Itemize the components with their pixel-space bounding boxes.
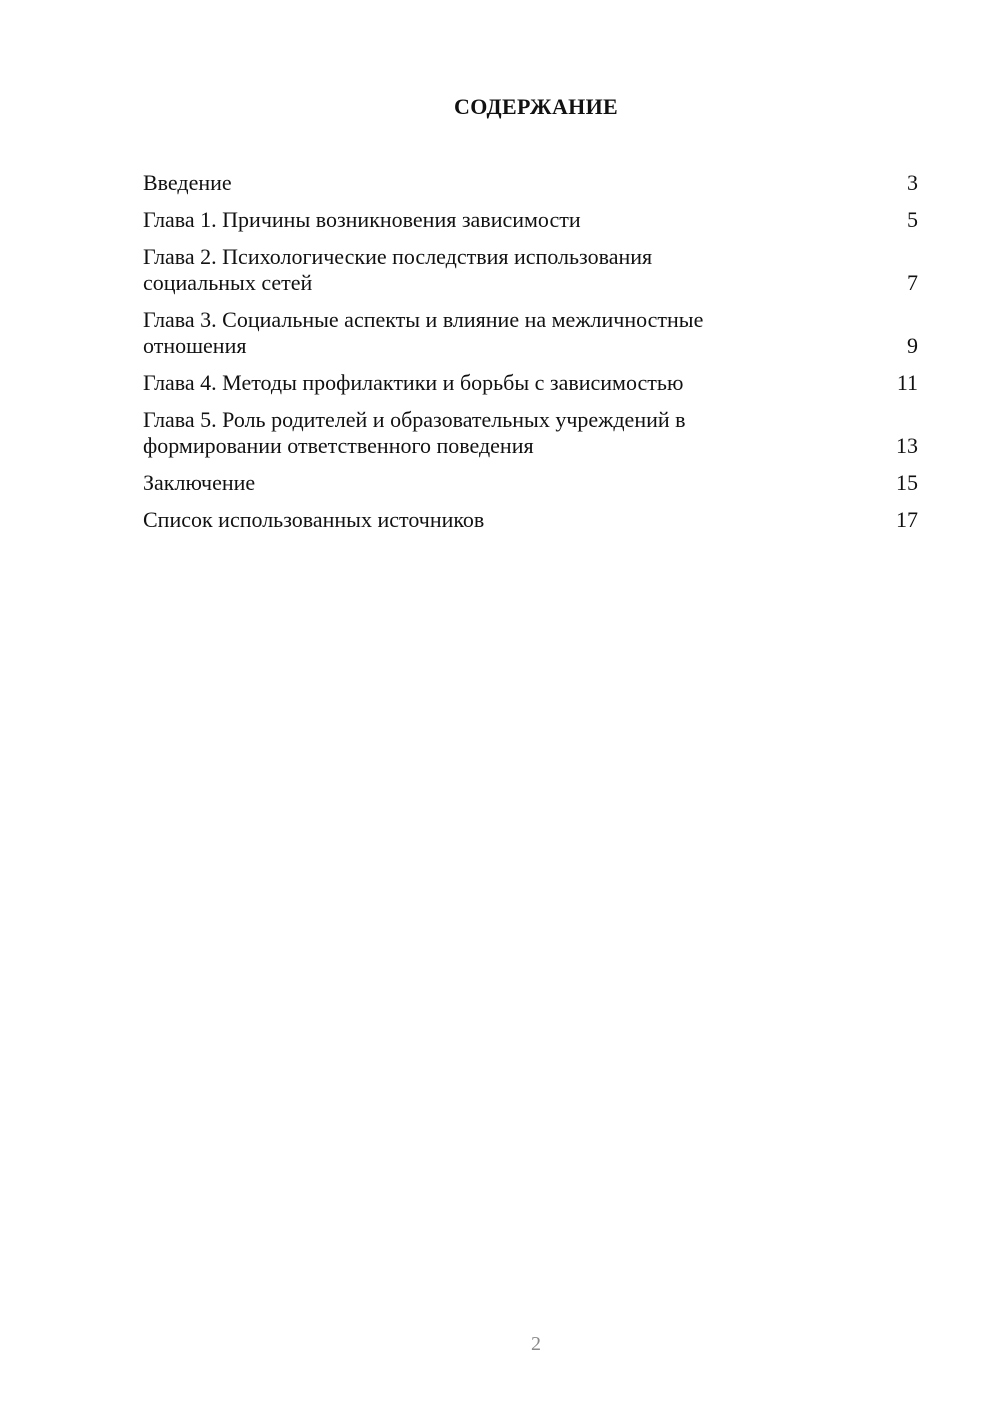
- toc-entry: [143, 244, 918, 296]
- toc-entry: [143, 170, 918, 196]
- toc-entry-title: Заключение: [143, 470, 256, 495]
- toc-entry-title: Глава 3. Социальные аспекты и влияние на межличностные отношения: [143, 307, 704, 358]
- toc-heading: СОДЕРЖАНИЕ: [454, 94, 618, 119]
- toc-entry: [143, 407, 918, 459]
- toc-entry-title: Введение: [143, 170, 232, 195]
- page-number: 2: [531, 1333, 541, 1355]
- toc-entry-page: 13: [896, 433, 918, 458]
- toc-entry-page: 7: [907, 270, 918, 295]
- toc-entry: [143, 370, 918, 396]
- toc-entry-title: Глава 2. Психологические последствия использования социальных сетей: [143, 244, 653, 295]
- table-of-contents: [143, 170, 918, 544]
- toc-entry-page: 17: [896, 507, 918, 532]
- toc-entry-page: 15: [896, 470, 918, 495]
- toc-entry: [143, 207, 918, 233]
- toc-entry-title: Глава 4. Методы профилактики и борьбы с зависимостью: [143, 370, 684, 395]
- toc-entry-title: Глава 1. Причины возникновения зависимости: [143, 207, 581, 232]
- toc-entry-page: 9: [907, 333, 918, 358]
- toc-entry-page: 3: [907, 170, 918, 195]
- toc-entry-title: Список использованных источников: [143, 507, 485, 532]
- toc-entry: [143, 470, 918, 496]
- toc-entry-page: 11: [896, 370, 918, 395]
- toc-entry: [143, 507, 918, 533]
- toc-entry-title: Глава 5. Роль родителей и образовательных учреждений в формировании ответственного поведения: [143, 407, 686, 458]
- toc-entry-page: 5: [907, 207, 918, 232]
- toc-entry: [143, 307, 918, 359]
